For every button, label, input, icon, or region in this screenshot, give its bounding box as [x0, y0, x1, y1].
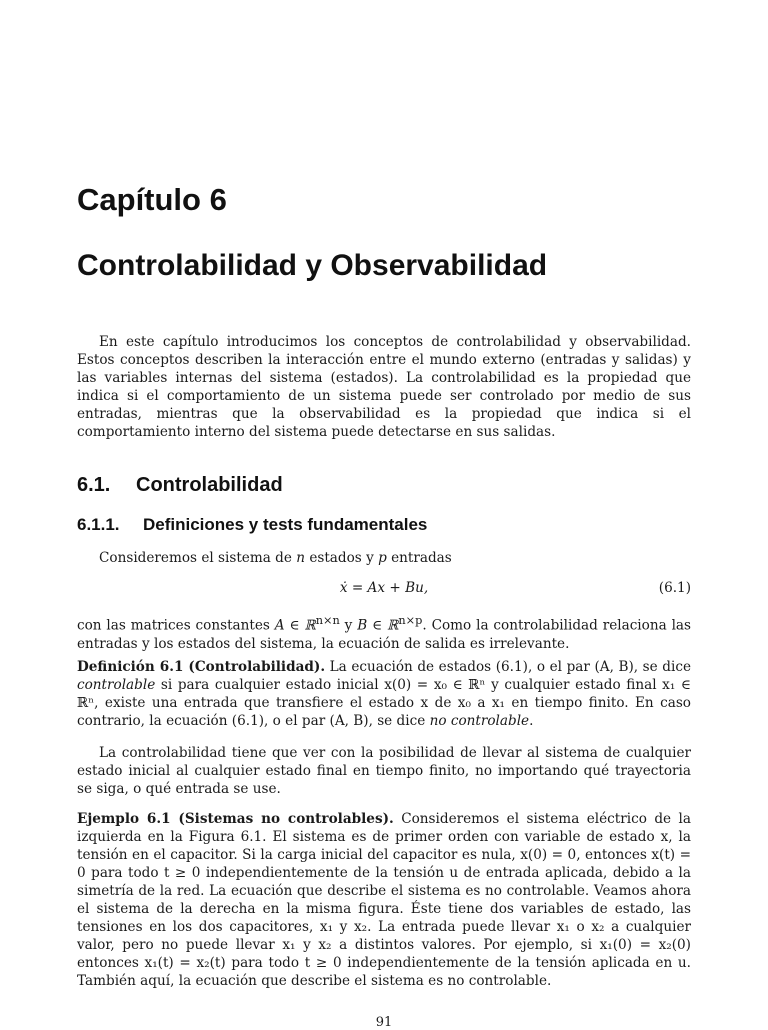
consider-text-b: estados y — [305, 550, 379, 566]
example-text: Consideremos el sistema eléctrico de la izquierda en la Figura 6.1. El sistema es de primer orden con variable de estado x, la tensión en el capacitor. Si la carga inicial del capacitor es nula, x(0) = 0, entonces x(t) = 0 para todo t ≥ 0 independientemente de la tensión u de entrada aplicada, debido a la simetría de la red. La ecuación que describe el sistema es no controlable. Veamos ahora el sistema de la derecha en la misma figura. Éste tiene dos variables de estado, las tensiones en los dos capacitores, x₁ y x₂. La entrada puede llevar x₁ o x₂ a cualquier valor, pero no puede llevar x₁ y x₂ a distintos valores. Por ejemplo, si x₁(0) = x₂(0) entonces x₁(t) = x₂(t) para todo t ≥ 0 independientemente de la tensión aplicada en u. También aquí, la ecuación que describe el sistema es no controlable. — [77, 811, 691, 989]
intro-paragraph: En este capítulo introducimos los conceptos de controlabilidad y observabilidad. Estos conceptos describen la interacción entre el mundo externo (entradas y salidas) y las variables internas del sistema (estados). La controlabilidad es la propiedad que indica si el comportamiento de un sistema puede ser controlado por medio de sus entradas, mientras que la observabilidad es la propiedad que indica si el comportamiento interno del sistema puede detectarse en sus salidas. — [77, 334, 691, 440]
chapter-title: Controlabilidad y Observabilidad — [77, 249, 548, 282]
consider-text-a: Consideremos el sistema de — [99, 550, 297, 566]
matrices-paragraph — [77, 611, 691, 653]
matrices-text-b: . Como la controlabilidad relaciona las entradas y los estados del sistema, la ecuación de salida es irrelevante. — [77, 617, 692, 652]
consider-text-c: entradas — [386, 550, 452, 566]
definition-emphasis-2: no controlable — [429, 713, 530, 729]
controllability-paragraph: La controlabilidad tiene que ver con la posibilidad de llevar al sistema de cualquier estado inicial al cualquier estado final en tiempo finito, no importando qué trayectoria se siga, o qué entrada se use. — [77, 745, 691, 797]
matrix-b-dim: n×p — [398, 613, 423, 627]
matrices-and: y — [339, 617, 358, 634]
definition-text-2: si para cualquier estado inicial x(0) = x₀ ∈ ℝⁿ y cualquier estado final x₁ ∈ ℝⁿ, existe una entrada que transfiere el estado x de x₀ a x₁ en tiempo finito. En caso contrario, la ecuación (6.1), o el par (A, B), se dice — [77, 677, 691, 729]
definition-text-1: La ecuación de estados (6.1), o el par (A, B), se dice — [325, 659, 691, 675]
example-6-1 — [77, 810, 691, 990]
subsection-title: Definiciones y tests fundamentales — [143, 515, 428, 534]
equation-number: (6.1) — [658, 580, 691, 596]
var-n: n — [296, 550, 305, 566]
definition-text-3: . — [529, 713, 534, 729]
matrices-text-a: con las matrices constantes — [77, 617, 275, 634]
matrix-a-dim: n×n — [315, 613, 340, 627]
equation-6-1 — [77, 580, 691, 600]
definition-label: Definición 6.1 (Controlabilidad). — [77, 659, 326, 675]
subsection-number: 6.1.1. — [77, 515, 120, 534]
equation-expression: ẋ = Ax + Bu, — [339, 580, 429, 596]
var-p: p — [378, 550, 387, 566]
definition-6-1 — [77, 658, 691, 730]
section-heading — [77, 474, 283, 497]
page-number: 91 — [375, 1015, 393, 1030]
matrix-b: B ∈ ℝ — [357, 617, 399, 634]
section-title: Controlabilidad — [136, 474, 283, 496]
definition-emphasis-1: controlable — [77, 677, 156, 693]
matrix-a: A ∈ ℝ — [274, 617, 316, 634]
consider-paragraph — [77, 549, 691, 567]
example-label: Ejemplo 6.1 (Sistemas no controlables). — [77, 811, 394, 827]
subsection-heading — [77, 515, 427, 535]
section-number: 6.1. — [77, 474, 111, 496]
chapter-label: Capítulo 6 — [77, 182, 227, 217]
